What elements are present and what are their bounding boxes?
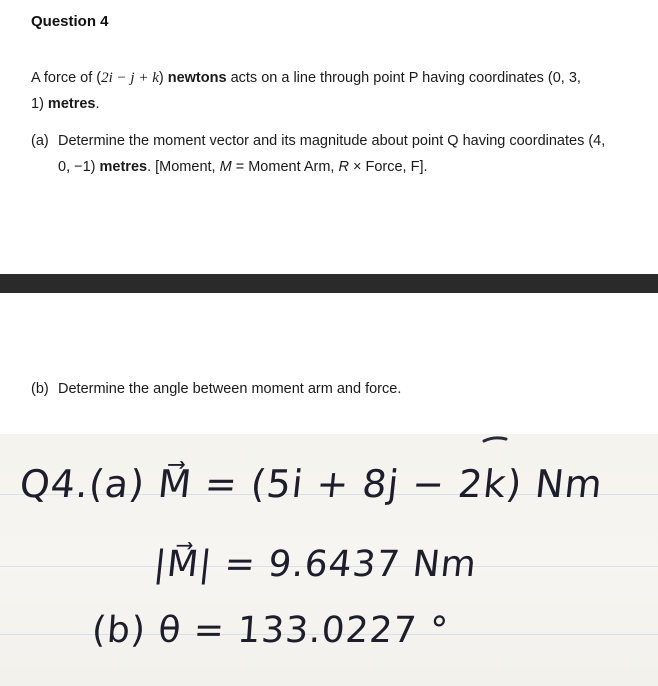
- part-a-line1: Determine the moment vector and its magnitude about point Q having coordinates (4,: [58, 133, 606, 149]
- force-vector: 2i − j + k: [101, 70, 159, 86]
- part-b-label: (b): [31, 381, 49, 397]
- part-a-label: (a): [31, 133, 49, 149]
- part-a-line2-prefix: 0, −1): [58, 159, 100, 175]
- part-a-line2-eq: = Moment Arm,: [231, 159, 339, 175]
- part-a-line2-mid: . [Moment,: [147, 159, 220, 175]
- handwritten-angle: (b) θ = 133.0227 °: [90, 610, 451, 651]
- intro-paragraph: [31, 65, 636, 117]
- unit-metres: metres: [47, 96, 96, 112]
- symbol-arm: R: [338, 159, 349, 175]
- handwritten-answer-photo: [0, 434, 658, 686]
- question-heading: Question 4: [31, 13, 109, 30]
- intro-prefix: A force of (: [31, 70, 102, 86]
- part-a-line2-times: × Force, F].: [348, 159, 428, 175]
- intro-suffix-2: acts on a line through point P having coordinates (0, 3,: [226, 70, 581, 86]
- part-a-unit-metres: metres: [99, 159, 148, 175]
- handwritten-moment-magnitude: |M⃗| = 9.6437 Nm: [151, 544, 479, 585]
- part-b: [31, 376, 401, 402]
- section-divider: [0, 274, 658, 293]
- intro-line2-suffix: .: [95, 96, 100, 112]
- part-b-text: Determine the angle between moment arm and force.: [58, 381, 402, 397]
- intro-line2-prefix: 1): [31, 96, 48, 112]
- symbol-moment: M: [219, 159, 232, 175]
- part-a: [31, 128, 636, 180]
- pen-stroke-mark: [482, 434, 508, 444]
- handwritten-moment-vector: Q4.(a) M⃗ = (5i + 8j − 2k) Nm: [17, 462, 606, 506]
- unit-newtons: newtons: [167, 70, 227, 86]
- intro-suffix-1: ): [158, 70, 168, 86]
